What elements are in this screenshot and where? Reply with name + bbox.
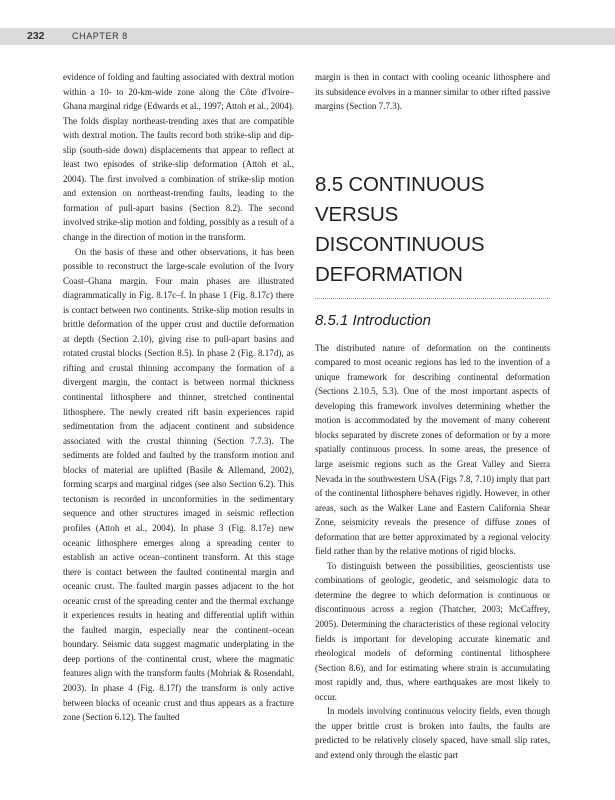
left-paragraph-1: evidence of folding and faulting associated with dextral motion within a 10- to 20-km-wide zone along the Côte d'Ivoire–Ghana marginal ridge (Edwards et al., 1997; Attoh et al., 2004). The folds display northeast-trending axes that are compatible with dextral motion. The faults record both strike-slip and dip-slip (south-side down) displacements that appear to reflect at least two episodes of strike-slip deformation (Attoh et al., 2004). The first involved a combination of strike-slip motion and extension on northeast-trending faults, leading to the formation of pull-apart basins (Section 8.2). The second involved strike-slip motion and folding, possibly as a result of a change in the direction of motion in the transform. — [63, 72, 294, 243]
right-text-column — [315, 70, 550, 763]
right-paragraph-2: To distinguish between the possibilities, geoscientists use combinations of geologic, geodetic, and seismologic data to determine the degree to which deformation is continuous or discontinuous across a region (Thatcher, 2003; McCaffrey, 2005). Determining the characteristics of these regional velocity fields is important for developing accurate kinematic and rheological models of deforming continental lithosphere (Section 8.6), and for estimating where strain is accumulating most rapidly and, thus, where earthquakes are most likely to occur. — [315, 560, 550, 702]
right-paragraph-1: The distributed nature of deformation on the continents compared to most oceanic regions has led to the invention of a unique framework for describing continental deformation (Sections 2.10.5, 5.3). One of the most important aspects of developing this framework involves determining whether the motion is accommodated by the movement of many coherent blocks separated by discrete zones of deformation or by a more spatially continuous process. In some areas, the presence of large aseismic regions such as the Great Valley and Sierra Nevada in the southwestern USA (Figs 7.8, 7.10) imply that part of the continental lithosphere behaves rigidly. However, in other areas, such as the Walker Lane and Eastern California Shear Zone, seismicity reveals the presence of diffuse zones of deformation that are better approximated by a regional velocity field rather than by the relative motions of rigid blocks. — [315, 342, 550, 557]
right-intro-paragraph: margin is then in contact with cooling oceanic lithosphere and its subsidence evolves in a manner similar to other rifted passive margins (Section 7.7.3). — [315, 72, 550, 112]
section-title-line-2: VERSUS — [315, 202, 399, 226]
page-number: 232 — [27, 30, 45, 42]
subsection-title: 8.5.1 Introduction — [315, 311, 431, 329]
chapter-label: CHAPTER 8 — [72, 31, 128, 41]
section-title-line-3: DISCONTINUOUS — [315, 232, 485, 256]
right-paragraph-3: In models involving continuous velocity fields, even though the upper brittle crust is broken into faults, the faults are predicted to be relatively closely spaced, have small slip rates, and extend only through the elastic part — [315, 706, 550, 760]
section-title-line-1: 8.5 CONTINUOUS — [315, 172, 485, 196]
left-text-column — [63, 70, 294, 725]
left-paragraph-2: On the basis of these and other observations, it has been possible to reconstruct the large-scale evolution of the Ivory Coast–Ghana margin. Four main phases are illustrated diagrammatically in Fig. 8.17c–f. In phase 1 (Fig. 8.17c) there is contact between two continents. Strike-slip motion results in brittle deformation of the upper crust and ductile deformation at depth (Section 2.10), giving rise to pull-apart basins and rotated crustal blocks (Section 8.5). In phase 2 (Fig. 8.17d), as rifting and crustal thinning accompany the formation of a divergent margin, the contact is between normal thickness continental lithosphere and thinner, stretched continental lithosphere. The newly created rift basin experiences rapid sedimentation from the adjacent continent and subsidence associated with the crustal thinning (Section 7.7.3). The sediments are folded and faulted by the transform motion and blocks of material are uplifted (Basile & Allemand, 2002), forming scarps and marginal ridges (see also Section 6.2). This tectonism is recorded in unconformities in the sedimentary sequence and other structures imaged in seismic reflection profiles (Attoh et al., 2004). In phase 3 (Fig. 8.17e) new oceanic lithosphere emerges along a spreading center to establish an active ocean–continent transform. At this stage there is contact between the faulted continental margin and oceanic crust. The faulted margin passes adjacent to the hot oceanic crust of the spreading center and the thermal exchange it experiences results in heating and differential uplift within the faulted margin, especially near the continent–ocean boundary. Seismic data suggest magmatic underplating in the deep portions of the continental crust, where the magmatic features align with the transform faults (Mohriak & Rosendahl, 2003). In phase 4 (Fig. 8.17f) the transform is only active between blocks of oceanic crust and thus appears as a fracture zone (Section 6.12). The faulted — [63, 246, 294, 723]
section-title-line-4: DEFORMATION — [315, 262, 463, 286]
section-heading-block — [315, 170, 550, 299]
